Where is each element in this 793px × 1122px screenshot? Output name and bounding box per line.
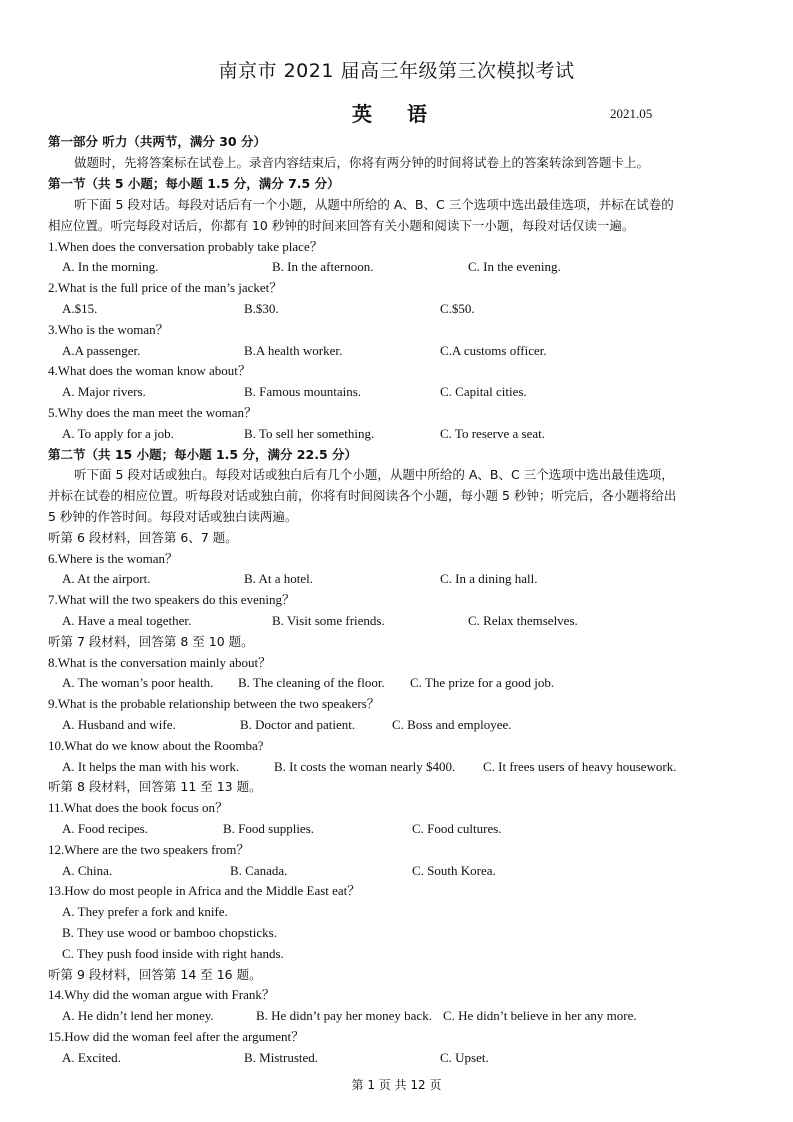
q12-option-c: C. South Korea. [412,863,496,878]
part1-heading: 第一部分 听力（共两节，满分 30 分） [48,134,266,149]
question-5: 5.Why does the man meet the woman？ [48,405,258,420]
q10-option-b: B. It costs the woman nearly $400. [274,759,456,774]
q1-option-b: B. In the afternoon. [272,259,374,274]
question-2: 2.What is the full price of the man’s jacket？ [48,280,283,295]
q7-option-a: A. Have a meal together. [62,613,192,628]
question-9: 9.What is the probable relationship between the two speakers？ [48,696,380,711]
q3-option-b: B.A health worker. [244,343,343,358]
question-3: 3.Who is the woman？ [48,322,169,337]
question-12: 12.Where are the two speakers from？ [48,842,250,857]
exam-title: 南京市 2021 届高三年级第三次模拟考试 [218,60,575,82]
q7-option-b: B. Visit some friends. [272,613,385,628]
question-15: 15.How did the woman feel after the argument？ [48,1029,305,1044]
section2-instruction-line1: 听下面 5 段对话或独白。每段对话或独白后有几个小题，从题中所给的 A、B、C 三个选项中选出最佳选项， [74,467,674,482]
q4-option-b: B. Famous mountains. [244,384,362,399]
q10-option-a: A. It helps the man with his work. [62,759,240,774]
question-7: 7.What will the two speakers do this evening？ [48,592,295,607]
section1-instruction-line1: 听下面 5 段对话。每段对话后有一个小题，从题中所给的 A、B、C 三个选项中选出最佳选项，并标在试卷的 [74,197,674,212]
exam-date: 2021.05 [610,106,653,121]
material-9-note: 听第 9 段材料，回答第 14 至 16 题。 [48,967,262,982]
q15-option-b: B. Mistrusted. [244,1050,319,1065]
question-1: 1.When does the conversation probably take place？ [48,239,323,254]
q14-option-b: B. He didn’t pay her money back. [256,1008,432,1023]
q4-option-a: A. Major rivers. [62,384,146,399]
q2-option-a: A.$15. [62,301,98,316]
q1-option-a: A. In the morning. [62,259,159,274]
q9-option-c: C. Boss and employee. [392,717,512,732]
question-13: 13.How do most people in Africa and the Middle East eat？ [48,883,361,898]
material-7-note: 听第 7 段材料，回答第 8 至 10 题。 [48,634,254,649]
q6-option-a: A. At the airport. [62,571,151,586]
q5-option-b: B. To sell her something. [244,426,375,441]
part1-instruction: 做题时，先将答案标在试卷上。录音内容结束后，你将有两分钟的时间将试卷上的答案转涂到答题卡上。 [74,155,650,170]
q8-option-c: C. The prize for a good job. [410,675,555,690]
q6-option-c: C. In a dining hall. [440,571,538,586]
question-14: 14.Why did the woman argue with Frank？ [48,987,275,1002]
question-6: 6.Where is the woman？ [48,551,178,566]
q14-option-a: A. He didn’t lend her money. [62,1008,214,1023]
q12-option-b: B. Canada. [230,863,288,878]
q6-option-b: B. At a hotel. [244,571,313,586]
q5-option-a: A. To apply for a job. [62,426,174,441]
q2-option-b: B.$30. [244,301,279,316]
page-footer: 第 1 页 共 12 页 [351,1078,442,1092]
question-11: 11.What does the book focus on？ [48,800,229,815]
q7-option-c: C. Relax themselves. [468,613,578,628]
q15-option-c: C. Upset. [440,1050,489,1065]
q3-option-a: A.A passenger. [62,343,141,358]
question-8: 8.What is the conversation mainly about？ [48,655,272,670]
q8-option-a: A. The woman’s poor health. [62,675,214,690]
q13-option-a: A. They prefer a fork and knife. [62,904,228,919]
q1-option-c: C. In the evening. [468,259,561,274]
q4-option-c: C. Capital cities. [440,384,527,399]
q11-option-a: A. Food recipes. [62,821,148,836]
material-6-note: 听第 6 段材料，回答第 6、7 题。 [48,530,238,545]
q12-option-a: A. China. [62,863,113,878]
q9-option-b: B. Doctor and patient. [240,717,356,732]
q9-option-a: A. Husband and wife. [62,717,176,732]
q14-option-c: C. He didn’t believe in her any more. [443,1008,637,1023]
q2-option-c: C.$50. [440,301,475,316]
q13-option-b: B. They use wood or bamboo chopsticks. [62,925,277,940]
q8-option-b: B. The cleaning of the floor. [238,675,385,690]
q3-option-c: C.A customs officer. [440,343,547,358]
material-8-note: 听第 8 段材料，回答第 11 至 13 题。 [48,779,262,794]
section1-instruction-line2: 相应位置。听完每段对话后，你都有 10 秒钟的时间来回答有关小题和阅读下一小题，每段对话仅读一遍。 [48,218,635,233]
q11-option-b: B. Food supplies. [223,821,315,836]
q13-option-c: C. They push food inside with right hands. [62,946,284,961]
question-4: 4.What does the woman know about？ [48,363,251,378]
subject-title: 英 语 [352,102,441,126]
section2-instruction-line2: 并标在试卷的相应位置。听每段对话或独白前，你将有时间阅读各个小题，每小题 5 秒钟；听完后，各小题将给出 [48,488,677,503]
section2-instruction-line3: 5 秒钟的作答时间。每段对话或独白读两遍。 [48,509,298,524]
section1-heading: 第一节（共 5 小题；每小题 1.5 分，满分 7.5 分） [48,176,340,191]
q15-option-a: A. Excited. [62,1050,121,1065]
q10-option-c: C. It frees users of heavy housework. [483,759,677,774]
section2-heading: 第二节（共 15 小题；每小题 1.5 分，满分 22.5 分） [48,447,357,462]
q5-option-c: C. To reserve a seat. [440,426,545,441]
question-10: 10.What do we know about the Roomba? [48,738,264,753]
q11-option-c: C. Food cultures. [412,821,502,836]
